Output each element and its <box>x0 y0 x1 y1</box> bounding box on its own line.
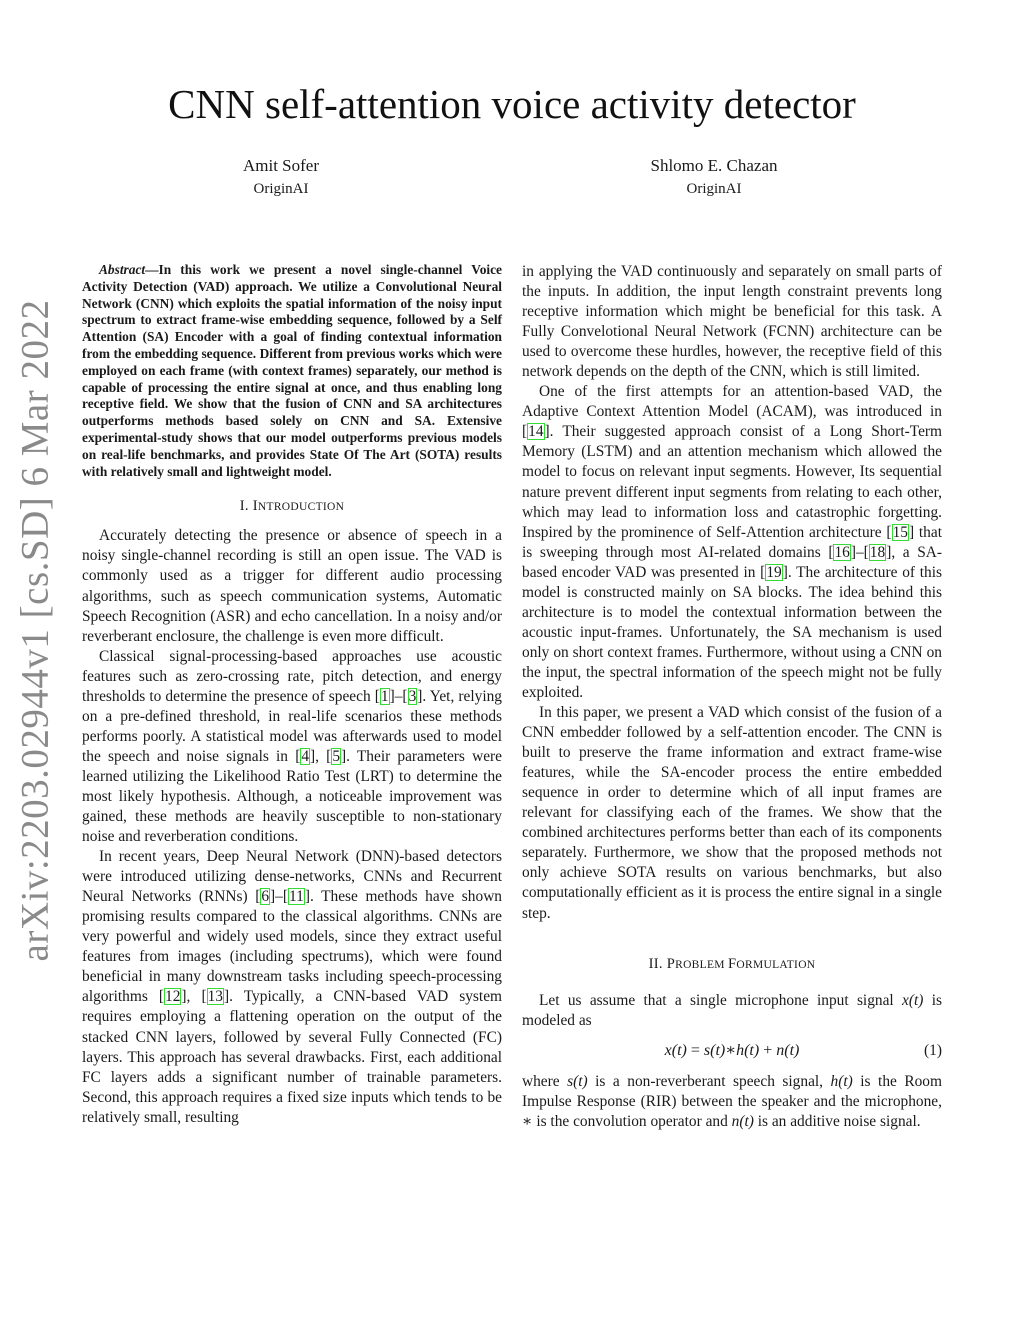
author-name: Shlomo E. Chazan <box>650 156 778 175</box>
abstract-text: —In this work we present a novel single-channel Voice Activity Detection (VAD) approach. We utilize a Convolutional Neural Network (CNN) which exploits the spatial information of the noisy input spectrum to extract frame-wise embedding sequence, followed by a Self Attention (SA) Encoder with a goal of finding contextual information from the embedding sequence. Different from previous works which were employed on each frame (with context frames) separately, our method is capable of processing the entire signal at once, and thus enabling long receptive field. We show that the fusion of CNN and SA architectures outperforms methods based solely on CNN and SA. Extensive experimental-study shows that our model outperforms previous models on real-life benchmarks, and provides State Of The Art (SOTA) results with relatively small and lightweight model. <box>82 262 502 479</box>
text-run: In recent years, Deep Neural Network (DNN)-based detectors were introduced utilizing dense-networks, CNNs and Recurrent Neural Networks (RNNs) <box>82 848 502 906</box>
text-run: . Their suggested approach consist of a Long Short-Term Memory (LSTM) and an attention mechanism which allowed the model to focus on relevant input segments. However, Its sequential nature prevent different input segments from relating to each other, which may lead to information loss and catastrophic forgetting. Inspired by the prominence of Self-Attention architecture <box>522 423 942 541</box>
paragraph: One of the first attempts for an attention-based VAD, the Adaptive Context Attention Model (ACAM), was introduced in [14]. Their suggested approach consist of a Long Short-Term Memory (LSTM) and an attention mechanism which allowed the model to focus on relevant input segments. However, Its sequential nature prevent different input segments from relating to each other, which may lead to information loss and catastrophic forgetting. Inspired by the prominence of Self-Attention architecture [15] that is sweeping through most AI-related domains [16]–[18], a SA-based encoder VAD was presented in [19]. The architecture of this model is constructed mainly on SA blocks. The idea behind this architecture is to model the contextual information between the acoustic input-frames. Unfortunately, the SA mechanism is used only on short context frames. Furthermore, without using a CNN on the input, the spectral information of the speech might not be fully exploited. <box>522 383 942 701</box>
text-run: Classical signal-processing-based approaches use acoustic features such as zero-crossing rate, pitch detection, and energy thresholds to determine the presence of speech <box>82 647 502 705</box>
paragraph: in applying the VAD continuously and separately on small parts of the inputs. In addition, the input length constraint prevents long receptive information which might be beneficial for this task. A Fully Convelotional Neural Network (FCNN) architecture can be used to overcome these hurdles, however, the receptive field of this network depends on the depth of the CNN, which is still limited. <box>522 263 942 381</box>
author-affiliation: OriginAI <box>253 181 309 197</box>
right-column <box>522 262 942 1132</box>
text-run: is a non-reverberant speech signal, <box>587 1072 831 1090</box>
text-run: is modeled as <box>522 991 942 1029</box>
paragraph: In this paper, we present a VAD which consist of the fusion of a CNN embedder followed by a self-attention encoder. The CNN is built to preserve the frame information and extract frame-wise features, while the SA-encoder process the entire embedded sequence in order to determine which of all input frames are relevant for classifying each of the frames. We show that the combined architectures performs better than each of its components separately. Furthermore, we show that the proposed methods not only achieve SOTA results on various benchmarks, but also computationally efficient as it is process the entire signal in a single step. <box>522 704 942 922</box>
author-block-1 <box>161 154 401 200</box>
paragraph <box>522 991 942 1031</box>
section-title-rest: NTRODUCTION <box>257 501 345 514</box>
arxiv-identifier <box>3 299 67 961</box>
citation-link[interactable]: 13 <box>207 988 223 1006</box>
paragraph: In recent years, Deep Neural Network (DNN)-based detectors were introduced utilizing dense-networks, CNNs and Recurrent Neural Networks (RNNs) [6]–[11]. These methods have shown promising results compared to the classical algorithms. CNNs are very powerful and widely used models, since they extract useful features from images (including spectrums), which were found beneficial in many downstream tasks including speech-processing algorithms [12], [13]. Typically, a CNN-based VAD system requires employing a flattening operation on the output of the stacked CNN layers, followed by several Fully Connected (FC) layers. This approach has several drawbacks. First, each additional FC layers adds a significant number of trainable parameters. Second, this approach requires a fixed size inputs which tends to be relatively small, resulting <box>82 848 503 1126</box>
text-run: . Yet, relying on a pre-defined threshold, in real-life scenarios these methods performs poorly. A statistical model was afterwards used to model the speech and noise signals in <box>82 687 502 765</box>
section-title-initial: F <box>728 955 737 972</box>
paragraph: Accurately detecting the presence or absence of speech in a noisy single-channel recording is still an open issue. The VAD is commonly used as a trigger for different audio processing algorithms, such as speech communication systems, Automatic Speech Recognition (ASR) and echo cancellation. In a noisy and/or reverberant enclosure, the challenge is even more difficult. <box>82 527 502 645</box>
citation-link[interactable]: 1 <box>380 687 389 705</box>
citation-link[interactable]: 4 <box>301 747 310 765</box>
math-term: x(t) <box>664 1042 687 1060</box>
math-inline: x(t) <box>902 991 924 1009</box>
section-title-rest: ROBLEM <box>675 958 728 971</box>
math-term: n(t) <box>776 1042 800 1060</box>
equation-number: (1) <box>924 1041 942 1059</box>
citation-link[interactable]: 14 <box>528 423 544 441</box>
math-term: s(t) <box>703 1042 726 1060</box>
section-title-rest: ORMULATION <box>736 958 816 971</box>
arxiv-identifier-text: arXiv:2203.02944v1 [cs.SD] 6 Mar 2022 <box>13 299 57 961</box>
citation-link[interactable]: 18 <box>869 543 886 561</box>
author-block-2 <box>594 154 834 200</box>
text-run: is the Room Impulse Response (RIR) between the speaker and the microphone, <box>522 1072 942 1110</box>
paragraph: Classical signal-processing-based approaches use acoustic features such as zero-crossing rate, pitch detection, and energy thresholds to determine the presence of speech [1]–[3]. Yet, relying on a pre-defined threshold, in real-life scenarios these methods performs poorly. A statistical model was afterwards used to model the speech and noise signals in [4], [5]. Their parameters were learned utilizing the Likelihood Ratio Test (LRT) to determine the most likely hypothesis. Although, a noticeable improvement was gained, these methods are heavily susceptible to non-stationary noise and reverberation conditions. <box>82 647 502 846</box>
citation-link[interactable]: 19 <box>766 563 782 581</box>
text-run: is the convolution operator and <box>532 1112 732 1130</box>
citation-link[interactable]: 11 <box>289 888 304 906</box>
paragraph <box>522 1072 942 1132</box>
text-run: that is sweeping through most AI-related domains <box>522 523 942 561</box>
left-column <box>82 262 502 1128</box>
section-numeral: II. <box>648 955 663 972</box>
citation-link[interactable]: 16 <box>834 543 850 561</box>
text-run: . Typically, a CNN-based VAD system requires employing a flattening operation on the output of the stacked CNN layers, followed by several Fully Connected (FC) layers. This approach has several drawbacks. First, each additional FC layers adds a significant number of trainable parameters. Second, this approach requires a fixed size inputs which tends to be relatively small, resulting <box>82 988 502 1126</box>
math-inline: s(t) <box>567 1072 588 1090</box>
math-inline: ∗ <box>522 1112 533 1130</box>
citation-link[interactable]: 15 <box>892 523 908 541</box>
math-operator: = <box>686 1042 704 1060</box>
text-run: is an additive noise signal. <box>753 1112 921 1130</box>
section-heading-problem-formulation <box>522 954 942 975</box>
equation-1 <box>522 1031 942 1072</box>
citation-link[interactable]: 6 <box>261 888 270 906</box>
equation-body <box>665 1041 800 1061</box>
math-inline: h(t) <box>830 1072 853 1090</box>
section-numeral: I. <box>239 498 249 515</box>
section-title-initial: I <box>252 498 258 515</box>
section-title-initial: P <box>666 955 676 972</box>
citation-link[interactable]: 12 <box>165 988 181 1006</box>
author-name: Amit Sofer <box>242 156 320 175</box>
text-run: One of the first attempts for an attention-based VAD, the Adaptive Context Attention Model (ACAM), was introduced in <box>522 383 942 421</box>
citation-link[interactable]: 5 <box>332 747 341 765</box>
math-operator: + <box>759 1042 777 1060</box>
citation-link[interactable]: 3 <box>408 687 417 705</box>
text-run: , a SA-based encoder VAD was presented in <box>522 543 942 581</box>
math-operator: ∗ <box>725 1042 737 1060</box>
paper-title: CNN self-attention voice activity detector <box>168 81 856 127</box>
math-term: h(t) <box>736 1042 760 1060</box>
text-run: where <box>522 1072 568 1090</box>
section-heading-introduction <box>82 496 502 517</box>
math-inline: n(t) <box>731 1112 754 1130</box>
text-run: Let us assume that a single microphone input signal <box>539 991 903 1009</box>
text-run: . These methods have shown promising results compared to the classical algorithms. CNNs are very powerful and widely used models, since they extract useful features from images (including spectrums), which were found beneficial in many downstream tasks including speech-processing algorithms <box>82 888 503 1006</box>
author-affiliation: OriginAI <box>686 181 742 197</box>
text-run: . The architecture of this model is constructed mainly on SA blocks. The idea behind this architecture is to model the contextual information between the acoustic input-frames. Unfortunately, the SA mechanism is used only on short context frames. Furthermore, without using a CNN on the input, the spectral information of the speech might not be fully exploited. <box>522 563 942 701</box>
text-run: . Their parameters were learned utilizing the Likelihood Ratio Test (LRT) to determine the most likely hypothesis. Although, a noticeable improvement was gained, these methods are heavily susceptible to non-stationary noise and reverberation conditions. <box>82 747 502 846</box>
abstract-lead: Abstract <box>99 262 146 277</box>
abstract <box>82 262 502 480</box>
